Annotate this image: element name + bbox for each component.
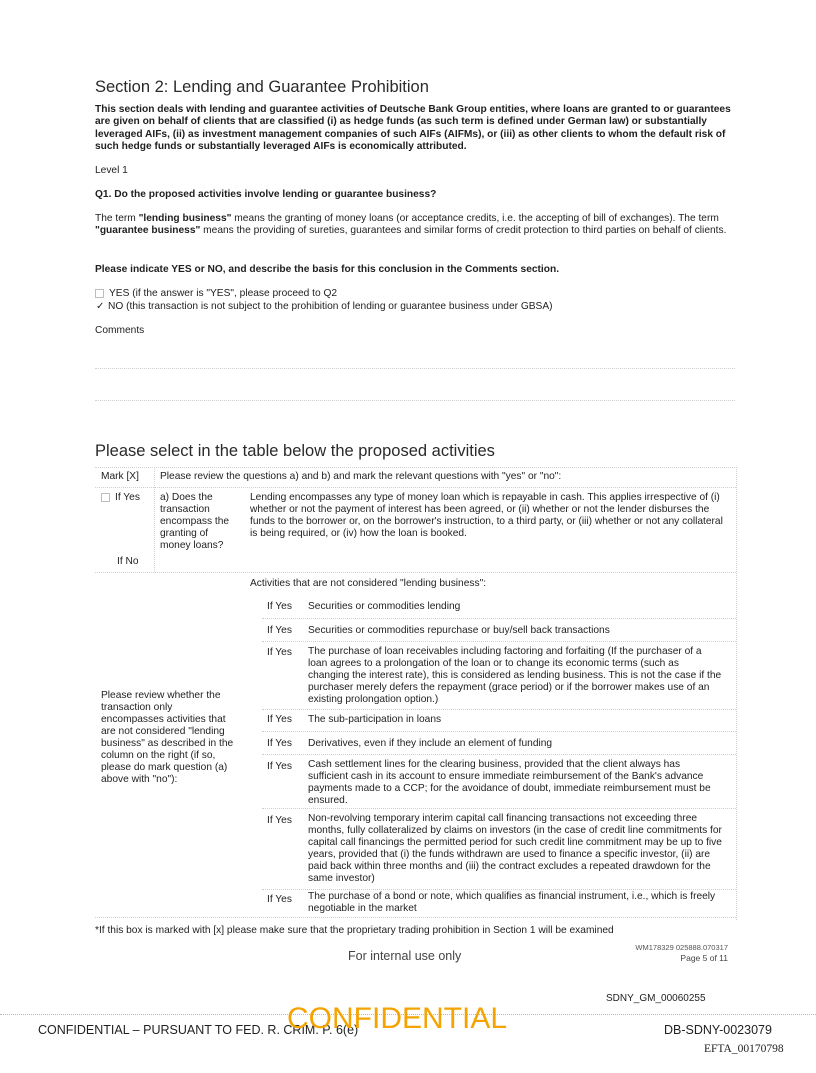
activity-5-yes[interactable]: If Yes	[267, 738, 292, 749]
activity-separator	[262, 889, 736, 890]
yes-checkbox[interactable]	[95, 289, 104, 298]
section-title: Section 2: Lending and Guarantee Prohibition	[95, 78, 429, 96]
activity-1-text: Securities or commodities lending	[308, 601, 461, 612]
bates-number: SDNY_GM_00060255	[606, 993, 706, 1004]
option-no[interactable]	[96, 301, 553, 313]
comments-line-2[interactable]	[95, 400, 735, 401]
confidential-stamp: CONFIDENTIAL	[287, 1002, 508, 1035]
activity-separator	[262, 731, 736, 732]
instruction-text: Please indicate YES or NO, and describe the basis for this conclusion in the Comments section.	[95, 264, 560, 275]
level-label: Level 1	[95, 165, 128, 176]
section-intro: This section deals with lending and guarantee activities of Deutsche Bank Group entities, where loans are granted to or guarantees are given on behalf of clients that are classified (i) as hedge funds (as such term is defined under German law) or substantially leveraged AIFs, (ii) as investment management companies of such AIFs (AIFMs), or (iii) as other clients to whom the default risk of such hedge funds or substantially leveraged AIFs is economically attributed.	[95, 104, 731, 153]
activity-separator	[262, 641, 736, 642]
table-title: Please select in the table below the proposed activities	[95, 442, 495, 460]
internal-use-label: For internal use only	[348, 949, 462, 963]
db-reference: DB-SDNY-0023079	[664, 1023, 772, 1037]
comments-line-1[interactable]	[95, 368, 735, 369]
activity-6-yes[interactable]: If Yes	[267, 761, 292, 772]
table-bottom-line	[95, 917, 736, 918]
activity-separator	[262, 618, 736, 619]
comments-label: Comments	[95, 325, 145, 336]
definition-paragraph: The term "lending business" means the granting of money loans (or acceptance credits, i.e. the accepting of bill of exchanges). The term "guarantee business" means the providing of sureties, guarantees and similar forms of credit protection to third parties on behalf of clients.	[95, 213, 727, 237]
option-yes-label: YES (if the answer is "YES", please proceed to Q2	[109, 288, 338, 299]
option-yes[interactable]	[95, 288, 337, 300]
question-a: a) Does the transaction encompass the granting of money loans?	[160, 492, 230, 551]
activity-1-yes[interactable]: If Yes	[267, 601, 292, 612]
row-separator	[95, 572, 736, 573]
confidential-notice: CONFIDENTIAL – PURSUANT TO FED. R. CRIM. P. 6(e)	[38, 1023, 359, 1037]
activity-8-text: The purchase of a bond or note, which qualifies as financial instrument, i.e., which is freely negotiable in the market	[308, 891, 716, 914]
table-header-line	[95, 487, 736, 488]
activity-separator	[262, 808, 736, 809]
activity-4-text: The sub-participation in loans	[308, 714, 442, 725]
efta-number: EFTA_00170798	[704, 1043, 784, 1055]
checkmark-icon[interactable]: ✓	[96, 301, 105, 312]
lending-description: Lending encompasses any type of money loan which is repayable in cash. This applies irrespective of (i) whether or not the payment of interest has been agreed, or (ii) whether or not the lender disburses the funds to the borrower or, on the borrower's instruction, to a third party, or (iii) whether or not any collateral is being required, or (iv) how the loan is booked.	[250, 492, 723, 539]
mark-header: Mark [X]	[101, 471, 139, 482]
activity-2-yes[interactable]: If Yes	[267, 625, 292, 636]
activity-3-yes[interactable]: If Yes	[267, 647, 292, 658]
doc-ref: WM178329 025888.070317	[635, 943, 728, 952]
activity-5-text: Derivatives, even if they include an element of funding	[308, 738, 553, 749]
activity-2-text: Securities or commodities repurchase or buy/sell back transactions	[308, 625, 610, 636]
activity-8-yes[interactable]: If Yes	[267, 894, 292, 905]
page-number: Page 5 of 11	[680, 953, 728, 963]
question-q1: Q1. Do the proposed activities involve lending or guarantee business?	[95, 189, 437, 200]
activity-3-text: The purchase of loan receivables including factoring and forfaiting (If the purchaser of a loan agrees to a prolongation of the loan or to change its economic terms (such as changing the interest rate), this is considered as lending business. This is not the case if the purchaser merely defers the repayment (grace period) or if the borrower makes use of an existing prolongation option.)	[308, 646, 722, 705]
activities-header: Activities that are not considered "lending business":	[250, 578, 487, 589]
if-yes-mark[interactable]	[101, 492, 140, 504]
activity-separator	[262, 754, 736, 755]
if-yes-checkbox[interactable]	[101, 493, 110, 502]
table-divider	[154, 467, 155, 572]
activity-4-yes[interactable]: If Yes	[267, 714, 292, 725]
activity-6-text: Cash settlement lines for the clearing business, provided that the client always has sufficient cash in its account to ensure immediate reimbursement of the Bank's advance payments made to a CCP; for the avoidance of doubt, immediate reimbursement must be ensured.	[308, 759, 711, 806]
review-note: Please review whether the transaction only encompasses activities that are not considered "lending business" as described in the column on the right (if so, please do mark question (a) above with "no"):	[101, 690, 234, 785]
review-header: Please review the questions a) and b) and mark the relevant questions with "yes" or "no":	[160, 471, 562, 482]
footnote: *If this box is marked with [x] please make sure that the proprietary trading prohibition in Section 1 will be examined	[95, 925, 614, 936]
activity-separator	[262, 709, 736, 710]
if-no-label[interactable]: If No	[117, 556, 139, 567]
option-no-label: NO (this transaction is not subject to the prohibition of lending or guarantee business under GBSA)	[108, 301, 553, 312]
activity-7-yes[interactable]: If Yes	[267, 815, 292, 826]
if-yes-label: If Yes	[115, 492, 140, 503]
activity-7-text: Non-revolving temporary interim capital call financing transactions not exceeding three months, fully collateralized by claims on investors (in the case of credit line commitments for capital call financings the permitted period for such credit line commitment may be up to five years, provided that (i) the funds withdrawn are used to finance a specific investor, (ii) are paid back within three months and (iii) the contract excludes a repeated drawdown for the same investor)	[308, 813, 722, 884]
